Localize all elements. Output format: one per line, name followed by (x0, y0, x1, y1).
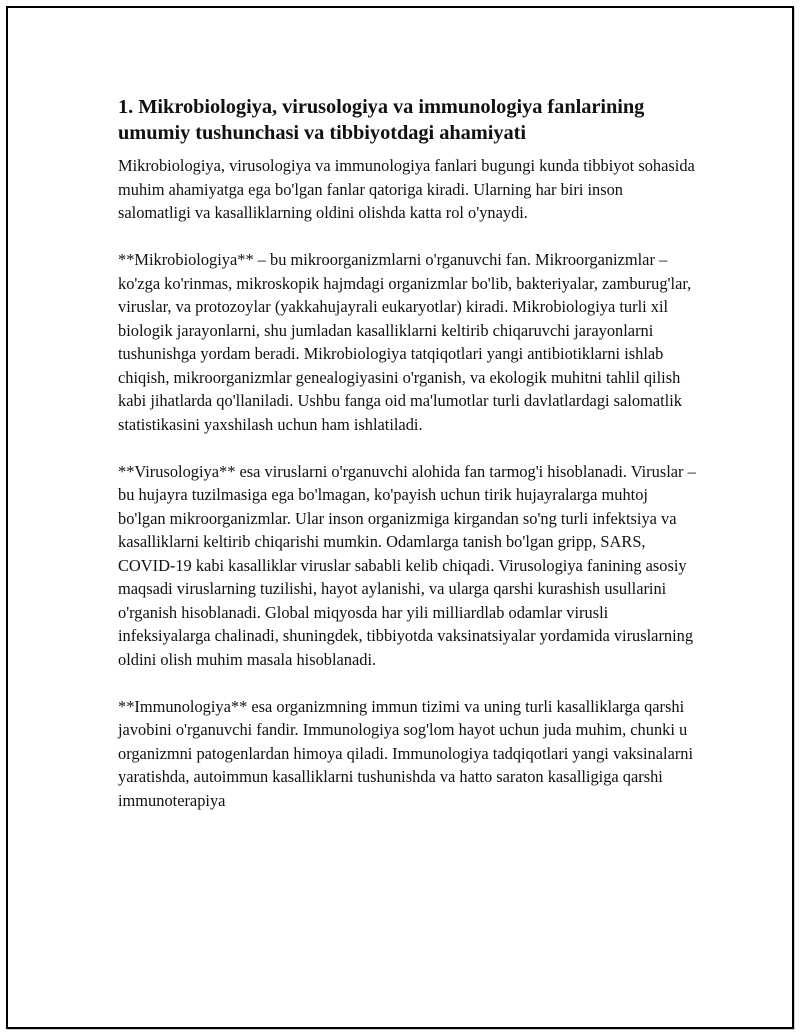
paragraph-intro: Mikrobiologiya, virusologiya va immunologiya fanlari bugungi kunda tibbiyot sohasida muhim ahamiyatga ega bo'lgan fanlar qatoriga kiradi. Ularning har biri inson salomatligi va kasalliklarning oldini olishda katta rol o'ynaydi. (118, 156, 695, 222)
document-page (6, 6, 794, 1029)
document-body (118, 94, 698, 812)
paragraph-immunologiya: **Immunologiya** esa organizmning immun tizimi va uning turli kasalliklarga qarshi javobini o'rganuvchi fandir. Immunologiya sog'lom hayot uchun juda muhim, chunki u organizmni patogenlardan himoya qiladi. Immunologiya tadqiqotlari yangi vaksinalarni yaratishda, autoimmun kasalliklarni tushunishda va hatto saraton kasalligiga qarshi immunoterapiya (118, 696, 694, 810)
section-heading: 1. Mikrobiologiya, virusologiya va immunologiya fanlarining umumiy tushunchasi va tibbiyotdagi ahamiyati (118, 96, 645, 144)
paragraph-virusologiya: **Virusologiya** esa viruslarni o'rganuvchi alohida fan tarmog'i hisoblanadi. Viruslar – bu hujayra tuzilmasiga ega bo'lmagan, ko'payish uchun tirik hujayralarga muhtoj bo'lgan mikroorganizmlar. Ular inson organizmiga kirgandan so'ng turli infektsiya va kasalliklarni keltirib chiqarishi mumkin. Odamlarga tanish bo'lgan gripp, SARS, COVID-19 kabi kasalliklar viruslar sababli kelib chiqadi. Virusologiya fanining asosiy maqsadi viruslarning tuzilishi, hayot aylanishi, va ularga qarshi kurashish usullarini o'rganish hisoblanadi. Global miqyosda har yili milliardlab odamlar virusli infeksiyalarga chalinadi, shuningdek, tibbiyotda vaksinatsiyalar yordamida viruslarning oldini olish muhim masala hisoblanadi. (118, 461, 696, 669)
paragraph-mikrobiologiya: **Mikrobiologiya** – bu mikroorganizmlarni o'rganuvchi fan. Mikroorganizmlar – ko'zga ko'rinmas, mikroskopik hajmdagi organizmlar bo'lib, bakteriyalar, zamburug'lar, viruslar, va protozoylar (yakkahujayrali eukaryotlar) kiradi. Mikrobiologiya turli xil biologik jarayonlarni, shu jumladan kasalliklarni keltirib chiqaruvchi jarayonlarni tushunishga yordam beradi. Mikrobiologiya tatqiqotlari yangi antibiotiklarni ishlab chiqish, mikroorganizmlar genealogiyasini o'rganish, va ekologik muhitni tahlil qilish kabi jihatlarda qo'llaniladi. Ushbu fanga oid ma'lumotlar turli davlatlardagi salomatlik statistikasini yaxshilash uchun ham ishlatiladi. (118, 250, 692, 434)
